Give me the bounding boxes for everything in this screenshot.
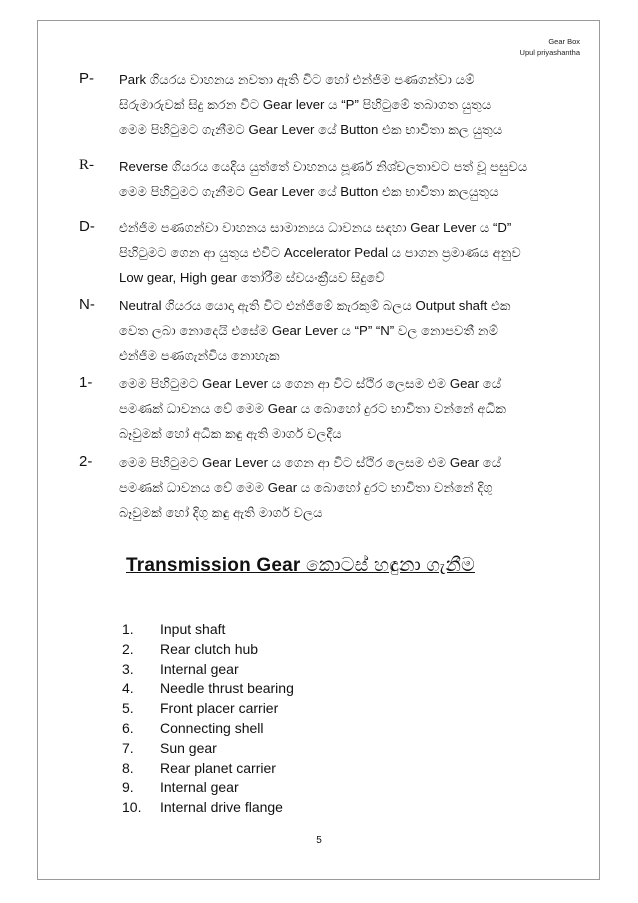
header-title: Gear Box <box>548 37 580 46</box>
item-number: 8. <box>122 759 134 776</box>
section-line: පිහිටුමට ගෙන ආ යුතුය එවිට Accelerator Pedal ය පාගන ප්‍රමාණය අනුව <box>119 245 521 260</box>
section-line: පමණක් ධාවනය වේ මෙම Gear ය බොහෝ දුරට භාවිතා වන්නේ අධික <box>119 401 507 416</box>
item-name: Rear planet carrier <box>160 759 276 776</box>
list-item <box>122 640 294 660</box>
section-label: D- <box>79 218 95 235</box>
section-line: Low gear, High gear තෝරීම ස්වයංක්‍රීයව සිදුවේ <box>119 270 385 285</box>
list-item <box>122 660 294 680</box>
item-name: Input shaft <box>160 621 226 637</box>
section-line: Reverse ගියරය යෙදිය යුත්තේ වාහනය පූර්ණ නිශ්චලතාවට පත් වූ පසුවය <box>119 159 528 174</box>
item-number: 9. <box>122 779 134 796</box>
header-author: Upul priyashantha <box>519 48 580 57</box>
page-number: 5 <box>316 835 322 846</box>
item-name: Internal gear <box>160 660 239 677</box>
section-label: 1- <box>79 374 93 391</box>
list-item <box>122 699 294 719</box>
section-label: P- <box>79 70 94 87</box>
section-line: බෑවුමක් හෝ අධික කඳු ඇති මාර්ග වලදීය <box>119 426 342 441</box>
section-line: මෙම පිහිටුමට ගැනීමට Gear Lever යේ Button එක භාවිතා කල යුතුය <box>119 122 503 137</box>
item-number: 4. <box>122 680 134 697</box>
title-sinhala: කොටස් හඳුනා ගැනීම <box>305 555 475 576</box>
section-line: මෙම පිහිටුමට Gear Lever ය ගෙන ආ විට ස්ථිර ලෙසම එම Gear යේ <box>119 455 502 470</box>
item-number: 10. <box>122 799 142 816</box>
section-label: N- <box>79 296 95 313</box>
section-line: සිරුමාරුවක් සිදු කරන විට Gear lever ය “P” පිහිටුමේ තබාගත යුතුය <box>119 97 492 112</box>
section-label: R- <box>79 157 94 173</box>
section-line: බෑවුමක් හෝ දිගු කඳු ඇති මාර්ග වලය <box>119 505 323 520</box>
section-line: Park ගියරය වාහනය නවතා ඇති විට හෝ එන්ජිම පණගන්වා යම් <box>119 72 475 87</box>
item-name: Internal gear <box>160 779 239 796</box>
list-item <box>122 719 294 739</box>
item-name: Connecting shell <box>160 719 264 736</box>
section-label: 2- <box>79 453 93 470</box>
item-name: Needle thrust bearing <box>160 680 294 697</box>
section-line: මෙම පිහිටුමට ගැනීමට Gear Lever යේ Button එක භාවිතා කලයුතුය <box>119 184 499 199</box>
list-item <box>122 778 294 798</box>
section-line: එන්ජිම පණගන්වා වාහනය සාමාන්‍යය ධාවනය සඳහා Gear Lever ය “D” <box>119 220 512 235</box>
section-line: එන්ජිම පණගැන්විය නොහැක <box>119 348 280 363</box>
list-item <box>122 620 294 640</box>
item-name: Internal drive flange <box>160 799 283 816</box>
item-name: Sun gear <box>160 739 217 756</box>
item-number: 7. <box>122 739 134 756</box>
list-item <box>122 739 294 759</box>
item-number: 2. <box>122 640 134 657</box>
list-item <box>122 679 294 699</box>
section-title <box>126 555 475 577</box>
item-number: 5. <box>122 700 134 717</box>
parts-list <box>122 620 294 818</box>
item-number: 1. <box>122 621 134 637</box>
item-number: 3. <box>122 660 134 677</box>
item-name: Rear clutch hub <box>160 640 259 657</box>
list-item <box>122 798 294 818</box>
list-item <box>122 759 294 779</box>
item-name: Front placer carrier <box>160 700 279 717</box>
section-line: පමණක් ධාවනය වේ මෙම Gear ය බොහෝ දුරට භාවිතා වන්නේ දිගු <box>119 480 493 495</box>
item-number: 6. <box>122 719 134 736</box>
section-line: වෙත ලබා නොදෙයි එසේම Gear Lever ය “P” “N” වල නොපවතී නම් <box>119 323 499 338</box>
title-english: Transmission Gear <box>126 555 301 576</box>
section-line: මෙම පිහිටුමට Gear Lever ය ගෙන ආ විට ස්ථිර ලෙසම එම Gear යේ <box>119 376 502 391</box>
section-line: Neutral ගියරය යොදා ඇති විට එන්ජිමේ කැරකුම් බලය Output shaft එක <box>119 298 511 313</box>
